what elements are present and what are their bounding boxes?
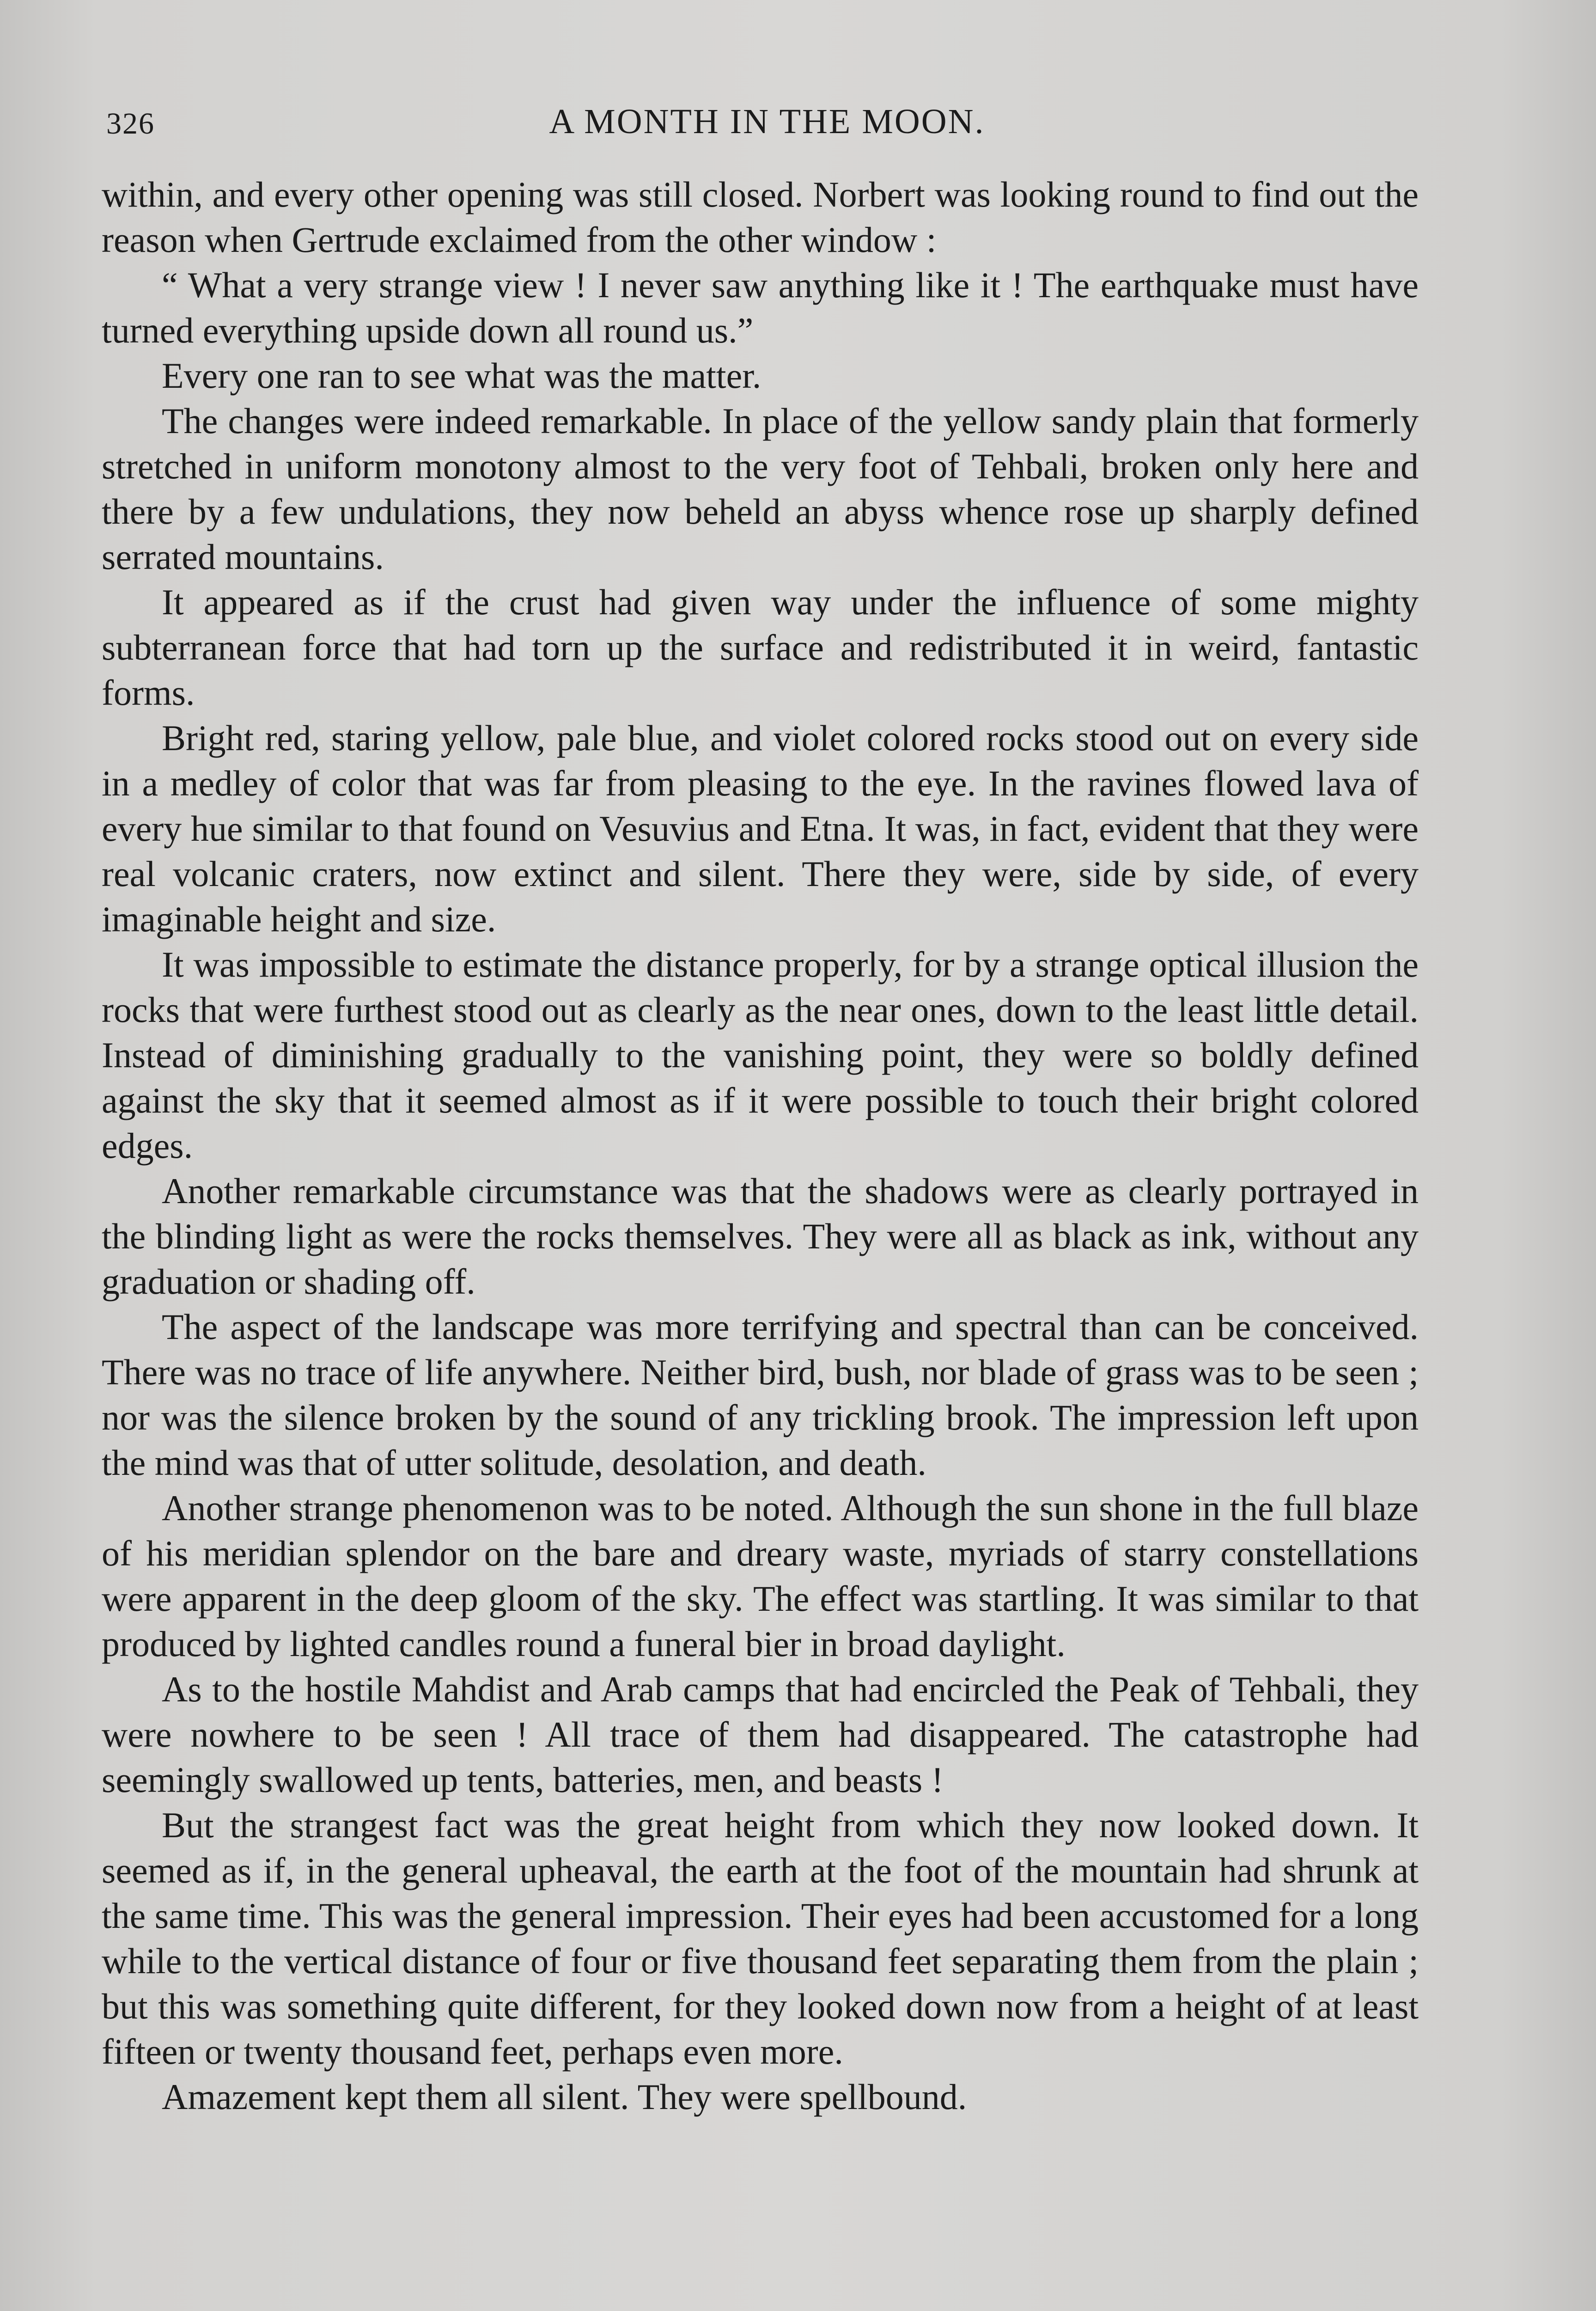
paragraph-8: Another remarkable circumstance was that the shadows were as clearly portrayed in the blinding light as were the rocks themselves. They were all as black as ink, without any graduation or shading off. <box>102 1171 1419 1302</box>
paragraph-6: Bright red, staring yellow, pale blue, and violet colored rocks stood out on every side in a medley of color that was far from pleasing to the eye. In the ravines flowed lava of every hue similar to that found on Vesuvius and Etna. It was, in fact, evident that they were real volcanic craters, now extinct and silent. There they were, side by side, of every imaginable height and size. <box>102 718 1419 939</box>
paragraph-5: It appeared as if the crust had given way under the influence of some mighty subterranean force that had torn up the surface and redistributed it in weird, fantastic forms. <box>102 582 1419 713</box>
paragraph-7: It was impossible to estimate the distance properly, for by a strange optical illusion the rocks that were furthest stood out as clearly as the near ones, down to the least little detail. Instead of diminishing gradually to the vanishing point, they were so boldly defined against the sky that it seemed almost as if it were possible to touch their bright colored edges. <box>102 944 1419 1166</box>
paragraph-11: As to the hostile Mahdist and Arab camps that had encircled the Peak of Tehbali, they were nowhere to be seen ! All trace of them had disappeared. The catastrophe had seemingly swallowed up tents, batteries, men, and beasts ! <box>102 1669 1419 1800</box>
paragraph-2: “ What a very strange view ! I never saw anything like it ! The earthquake must have turned everything upside down all round us.” <box>102 265 1419 350</box>
page-number: 326 <box>106 107 155 141</box>
paragraph-13: Amazement kept them all silent. They were spellbound. <box>162 2077 967 2117</box>
paragraph-10: Another strange phenomenon was to be noted. Although the sun shone in the full blaze of his meridian splendor on the bare and dreary waste, myriads of starry constellations were apparent in the deep gloom of the sky. The effect was startling. It was similar to that produced by lighted candles round a funeral bier in broad daylight. <box>102 1488 1419 1664</box>
body-text <box>102 172 1419 2120</box>
paragraph-12: But the strangest fact was the great height from which they now looked down. It seemed as if, in the general upheaval, the earth at the foot of the mountain had shrunk at the same time. This was the general impression. Their eyes had been accustomed for a long while to the vertical distance of four or five thousand feet separating them from the plain ; but this was something quite different, for they looked down now from a height of at least fifteen or twenty thousand feet, perhaps even more. <box>102 1805 1419 2072</box>
paragraph-4: The changes were indeed remarkable. In place of the yellow sandy plain that formerly stretched in uniform monotony almost to the very foot of Tehbali, broken only here and there by a few undulations, they now beheld an abyss whence rose up sharply defined serrated mountains. <box>102 401 1419 577</box>
paragraph-3: Every one ran to see what was the matter. <box>162 355 761 396</box>
running-title: A MONTH IN THE MOON. <box>549 102 985 141</box>
paragraph-1: within, and every other opening was still closed. Norbert was looking round to find out the reason when Gertrude exclaimed from the other window : <box>102 174 1419 260</box>
paragraph-9: The aspect of the landscape was more terrifying and spectral than can be conceived. There was no trace of life anywhere. Neither bird, bush, nor blade of grass was to be seen ; nor was the silence broken by the sound of any trickling brook. The impression left upon the mind was that of utter solitude, desolation, and death. <box>102 1307 1419 1483</box>
page-header <box>106 97 1428 143</box>
